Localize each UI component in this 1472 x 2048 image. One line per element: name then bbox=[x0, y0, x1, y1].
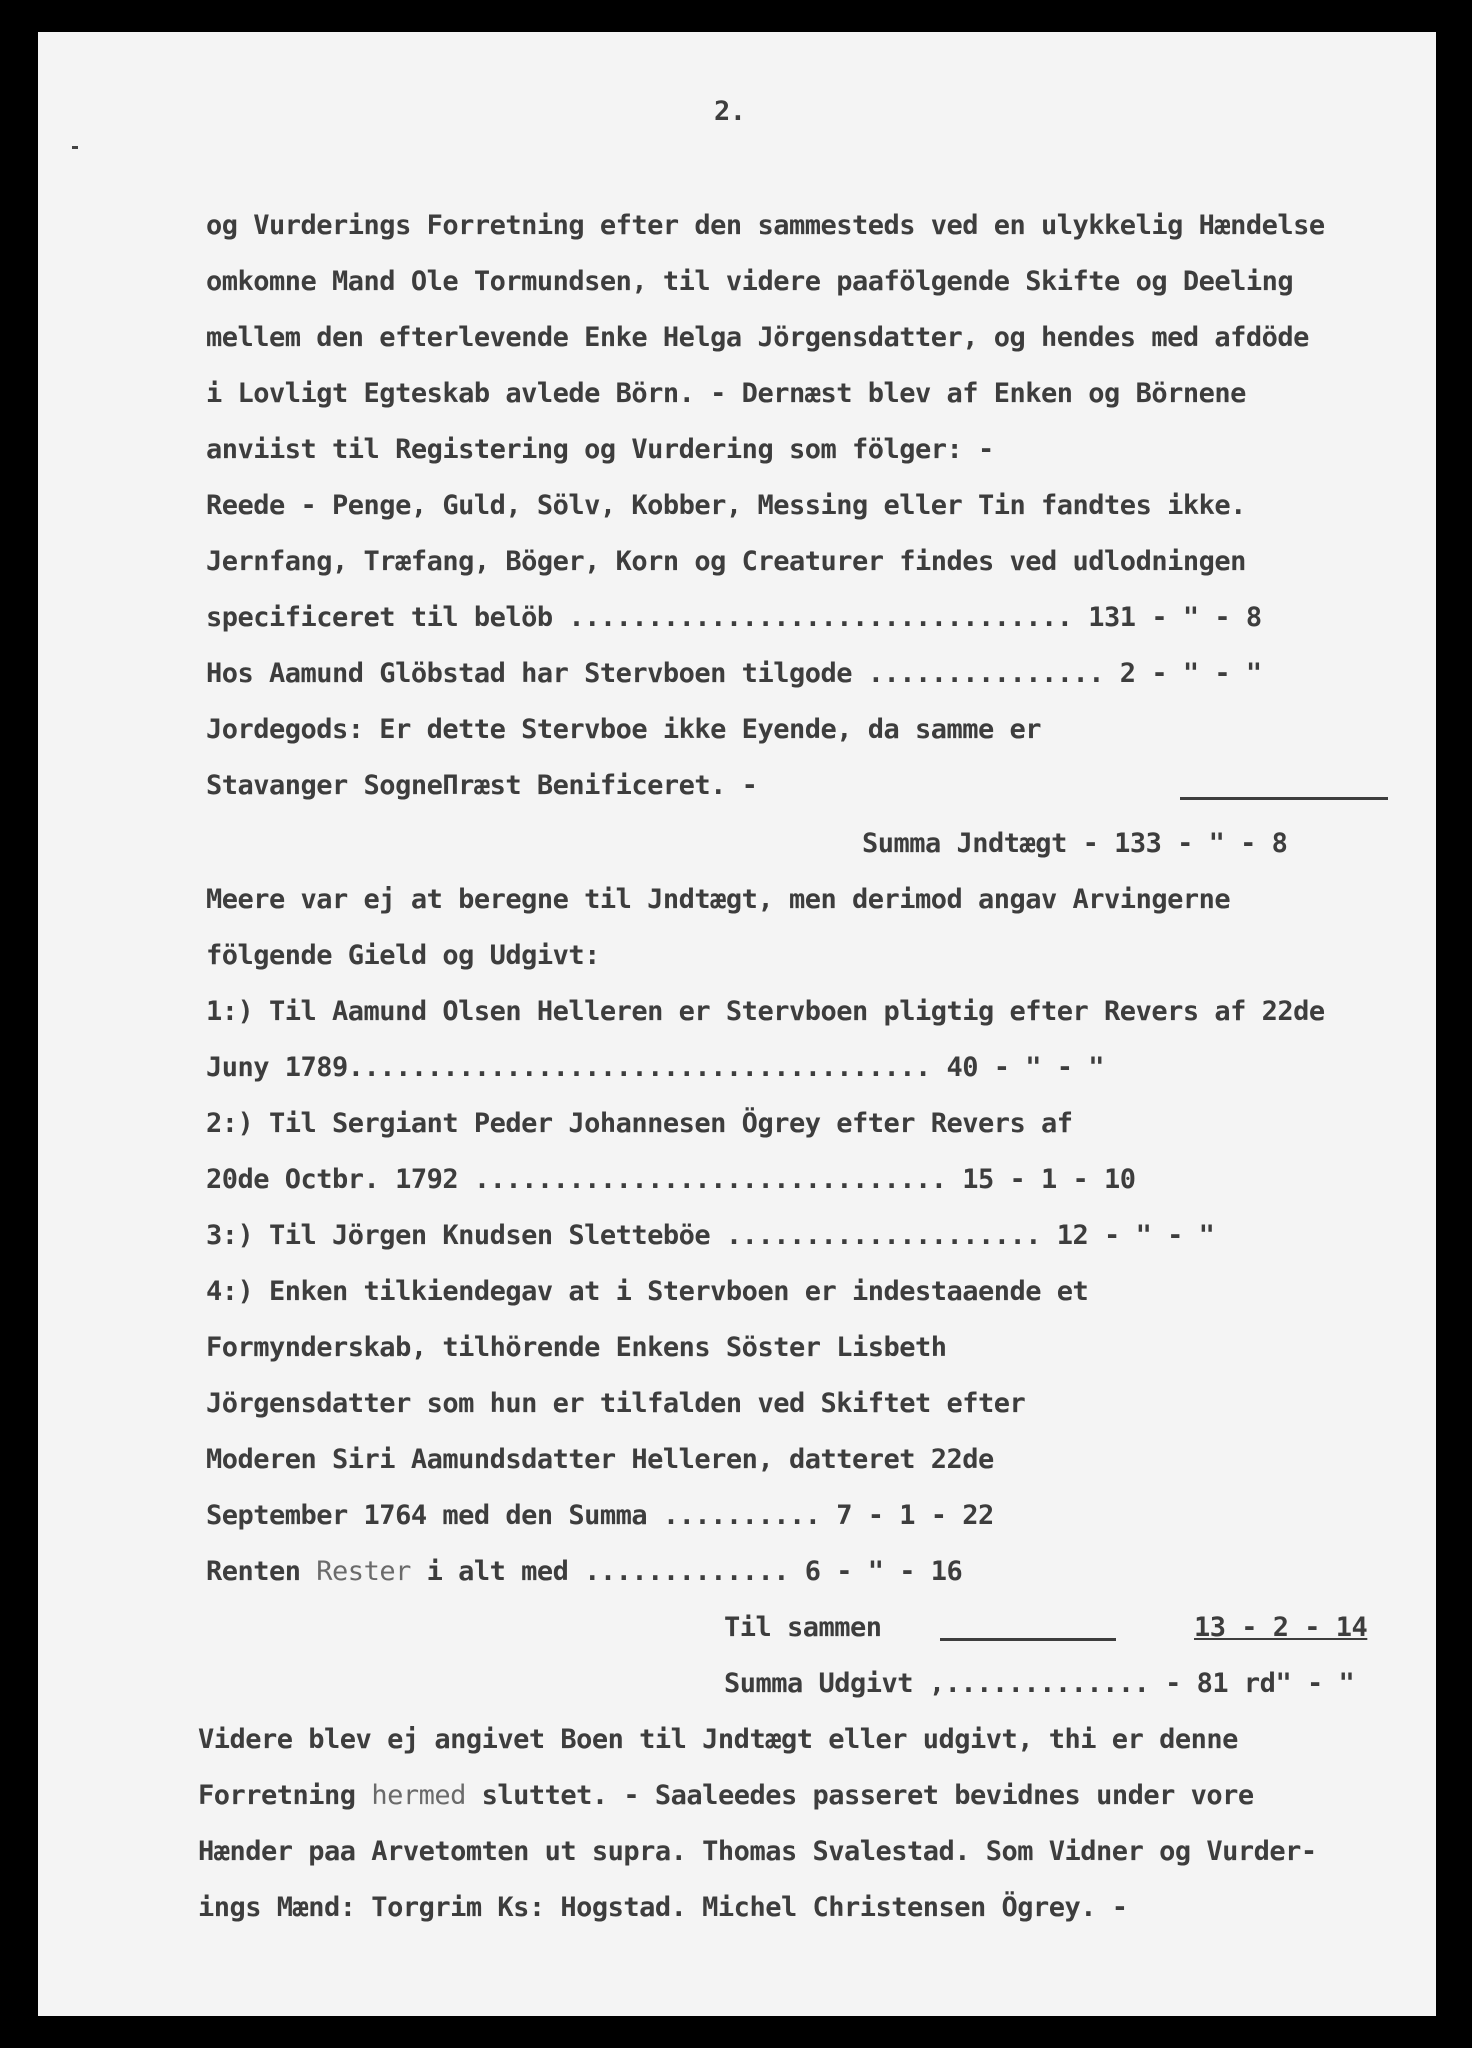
debt-line: 1:) Til Aamund Olsen Helleren er Stervboen pligtig efter Revers af 22de bbox=[206, 996, 1325, 1027]
renten-typed-annotation: Rester bbox=[316, 1556, 411, 1587]
closing-line: Videre blev ej angivet Boen til Jndtægt eller udgivt, thi er denne bbox=[198, 1724, 1238, 1755]
debt-line: 3:) Til Jörgen Knudsen Sletteböe .................... 12 - " - " bbox=[206, 1220, 1215, 1251]
body-line: Stavanger SogneПræst Benificeret. - bbox=[206, 770, 758, 801]
renten-lead: Renten bbox=[206, 1556, 317, 1587]
body-line: Jernfang, Træfang, Böger, Korn og Creaturer findes ved udlodningen bbox=[206, 546, 1246, 577]
summa-udgivt: Summa Udgivt ,............. - 81 rd" - " bbox=[724, 1668, 1355, 1699]
closing-rest: sluttet. - Saaleedes passeret bevidnes under vore bbox=[481, 1780, 1254, 1811]
closing-typed-annotation: hermed bbox=[371, 1780, 482, 1811]
body-line: anviist til Registering og Vurdering som fölger: - bbox=[206, 434, 994, 465]
closing-lead: Forretning bbox=[198, 1780, 372, 1811]
renten-amount: i alt med ............. 6 - " - 16 bbox=[410, 1556, 963, 1587]
body-line: omkomne Mand Ole Tormundsen, til videre paafölgende Skifte og Deeling bbox=[206, 266, 1294, 297]
renten-line bbox=[206, 1556, 962, 1587]
til-sammen-rule bbox=[940, 1638, 1116, 1641]
body-line: Reede - Penge, Guld, Sölv, Kobber, Messing eller Tin fandtes ikke. bbox=[206, 490, 1246, 521]
stray-mark bbox=[72, 146, 78, 149]
debt-line: Formynderskab, tilhörende Enkens Söster Lisbeth bbox=[206, 1332, 947, 1363]
debt-line: September 1764 med den Summa .......... 7 - 1 - 22 bbox=[206, 1500, 994, 1531]
body-line: fölgende Gield og Udgivt: bbox=[206, 940, 600, 971]
debt-line: 4:) Enken tilkiendegav at i Stervboen er indestaaende et bbox=[206, 1276, 1089, 1307]
summa-indtaegt: Summa Jndtægt - 133 - " - 8 bbox=[862, 828, 1288, 859]
til-sammen-value: 13 - 2 - 14 bbox=[1194, 1612, 1368, 1643]
closing-line: Hænder paa Arvetomten ut supra. Thomas Svalestad. Som Vidner og Vurder- bbox=[198, 1836, 1317, 1867]
entry-line: specificeret til belöb ................................ 131 - " - 8 bbox=[206, 602, 1262, 633]
closing-line bbox=[198, 1780, 1254, 1811]
debt-line: 20de Octbr. 1792 .............................. 15 - 1 - 10 bbox=[206, 1164, 1136, 1195]
body-line: og Vurderings Forretning efter den sammesteds ved en ulykkelig Hændelse bbox=[206, 210, 1325, 241]
entry-line: Hos Aamund Glöbstad har Stervboen tilgode ............... 2 - " - " bbox=[206, 658, 1262, 689]
closing-line: ings Mænd: Torgrim Ks: Hogstad. Michel Christensen Ögrey. - bbox=[198, 1892, 1128, 1923]
debt-line: Jörgensdatter som hun er tilfalden ved Skiftet efter bbox=[206, 1388, 1026, 1419]
til-sammen-label: Til sammen bbox=[724, 1612, 882, 1643]
debt-line: Moderen Siri Aamundsdatter Helleren, datteret 22de bbox=[206, 1444, 994, 1475]
sum-rule bbox=[1180, 797, 1388, 800]
body-line: Jordegods: Er dette Stervboe ikke Eyende, da samme er bbox=[206, 714, 1042, 745]
body-line: Meere var ej at beregne til Jndtægt, men derimod angav Arvingerne bbox=[206, 884, 1231, 915]
body-line: mellem den efterlevende Enke Helga Jörgensdatter, og hendes med afdöde bbox=[206, 322, 1309, 353]
debt-line: Juny 1789..................................... 40 - " - " bbox=[206, 1052, 1105, 1083]
debt-line: 2:) Til Sergiant Peder Johannesen Ögrey efter Revers af bbox=[206, 1108, 1073, 1139]
body-line: i Lovligt Egteskab avlede Börn. - Dernæst blev af Enken og Börnene bbox=[206, 378, 1246, 409]
page-number: 2. bbox=[714, 96, 746, 127]
